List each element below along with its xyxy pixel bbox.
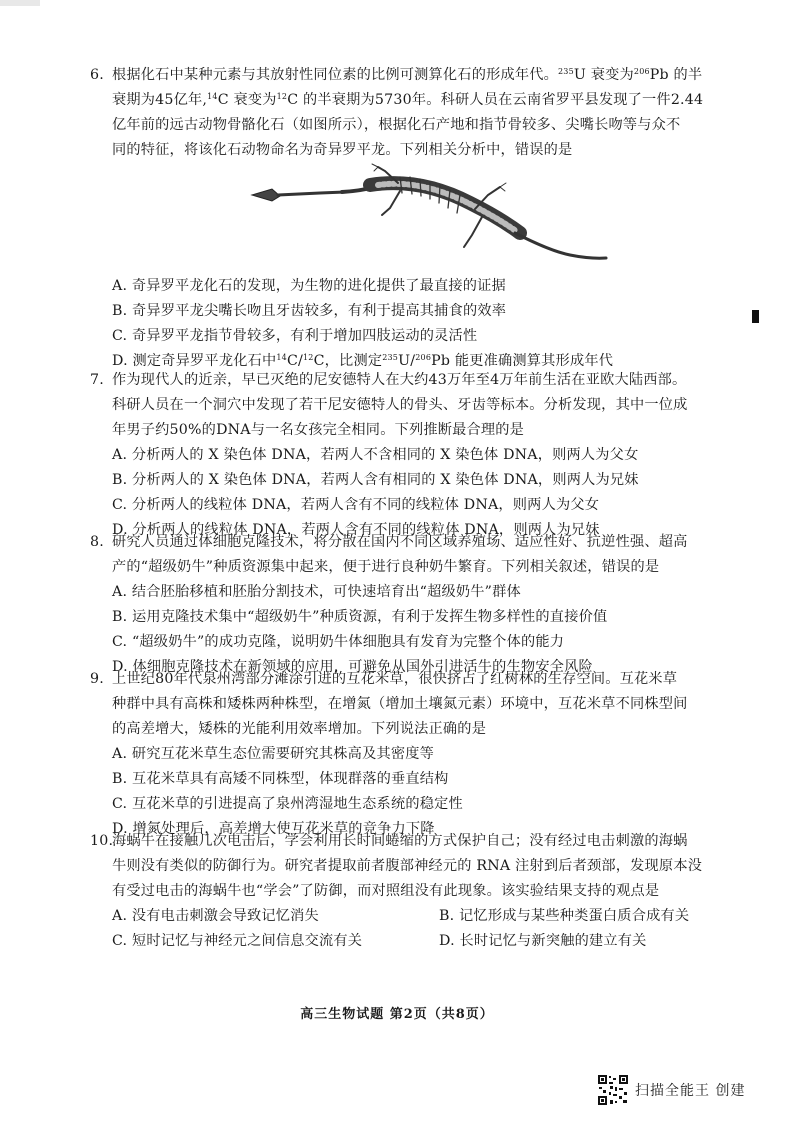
question-10-stem-line-2: 牛则没有类似的防御行为。研究者提取前者腹部神经元的 RNA 注射到后者颈部，发现原本没 [112, 858, 703, 874]
question-6-stem-line-3: 亿年前的远古动物骨骼化石（如图所示），根据化石产地和指节骨较多、尖嘴长吻等与众不 [112, 117, 681, 133]
scan-marker [752, 310, 759, 323]
qr-code-icon [597, 1074, 629, 1106]
question-10-option-c: C. 短时记忆与神经元之间信息交流有关 [112, 933, 363, 949]
question-8 [90, 530, 720, 680]
question-6-options [90, 274, 720, 374]
question-8-stem-line-2: 产的“超级奶牛”种质资源集中起来，便于进行良种奶牛繁育。下列相关叙述，错误的是 [112, 559, 660, 575]
scan-edge-artifact [0, 0, 40, 6]
question-8-option-b: B. 运用克隆技术集中“超级奶牛”种质资源，有利于发挥生物多样性的直接价值 [112, 609, 608, 625]
question-10-options-row-2 [90, 929, 720, 954]
question-7 [90, 368, 720, 543]
question-number: 7. [90, 372, 104, 388]
question-7-stem-line-3: 年男子约50%的DNA与一名女孩完全相同。下列推断最合理的是 [112, 422, 525, 438]
question-8-option-d: D. 体细胞克隆技术在新领域的应用，可避免从国外引进活牛的生物安全风险 [112, 659, 593, 675]
question-9-stem-line-2: 种群中具有高株和矮株两种株型，在增氮（增加土壤氮元素）环境中，互花米草不同株型间 [112, 696, 688, 712]
question-8-option-a: A. 结合胚胎移植和胚胎分割技术，可快速培育出“超级奶牛”群体 [112, 584, 521, 600]
scanner-label: 扫描全能王 创建 [635, 1083, 746, 1099]
question-9-option-a: A. 研究互花米草生态位需要研究其株高及其密度等 [112, 746, 435, 762]
question-7-option-b: B. 分析两人的 X 染色体 DNA，若两人含有相同的 X 染色体 DNA，则两人为兄妹 [112, 472, 639, 488]
question-6-stem-line-1: 6. 根据化石中某种元素与其放射性同位素的比例可测算化石的形成年代。$^{235}$U 衰变为$^{206}$Pb 的半 [90, 63, 720, 88]
question-9-stem-line-1: 上世纪80年代泉州湾部分滩涂引进的互花米草，很快挤占了红树林的生存空间。互花米草 [112, 671, 678, 687]
page-footer: 高三生物试题 第2页（共8页） [300, 1007, 494, 1022]
question-6-stem-line-2: 衰期为45亿年,$^{14}$C 衰变为$^{12}$C 的半衰期为5730年。科研人员在云南省罗平县发现了一件2.44 [112, 92, 704, 108]
question-6-option-c: C. 奇异罗平龙指节骨较多，有利于增加四肢运动的灵活性 [112, 328, 478, 344]
question-10-stem-line-1: 海蜗牛在接触几次电击后，学会利用长时间蜷缩的方式保护自己；没有经过电击刺激的海蜗 [112, 833, 688, 849]
question-7-option-d: D. 分析两人的线粒体 DNA，若两人含有不同的线粒体 DNA，则两人为兄妹 [112, 522, 600, 538]
question-6-option-d: D. 测定奇异罗平龙化石中$^{14}$C/$^{12}$C，比测定$^{235}$U/$^{206}$Pb 能更准确测算其形成年代 [112, 353, 614, 369]
question-7-option-a: A. 分析两人的 X 染色体 DNA，若两人不含相同的 X 染色体 DNA，则两人为父女 [112, 447, 639, 463]
question-6 [90, 63, 720, 163]
question-6-stem-line-4: 同的特征，将该化石动物命名为奇异罗平龙。下列相关分析中，错误的是 [112, 142, 573, 158]
question-6-option-a: A. 奇异罗平龙化石的发现，为生物的进化提供了最直接的证据 [112, 278, 506, 294]
question-9-option-c: C. 互花米草的引进提高了泉州湾湿地生态系统的稳定性 [112, 796, 463, 812]
question-9-stem-line-3: 的高差增大，矮株的光能利用效率增加。下列说法正确的是 [112, 721, 487, 737]
question-number: 10. [90, 833, 114, 849]
question-7-option-c: C. 分析两人的线粒体 DNA，若两人含有不同的线粒体 DNA，则两人为父女 [112, 497, 600, 513]
question-number: 9. [90, 671, 104, 687]
question-7-stem-line-1: 作为现代人的近亲，早已灭绝的尼安德特人在大约43万年至4万年前生活在亚欧大陆西部。 [112, 372, 687, 388]
question-10-option-d: D. 长时记忆与新突触的建立有关 [439, 933, 647, 949]
question-10-options-row-1 [90, 904, 720, 929]
question-8-stem-line-1: 研究人员通过体细胞克隆技术，将分散在国内不同区域养殖场、适应性好、抗逆性强、超高 [112, 534, 688, 550]
question-number: 6. [90, 67, 104, 83]
question-9 [90, 667, 720, 842]
question-9-option-d: D. 增氮处理后，高差增大使互花米草的竞争力下降 [112, 821, 435, 837]
question-10-stem-line-3: 有受过电击的海蜗牛也“学会”了防御，而对照组没有此现象。该实验结果支持的观点是 [112, 883, 660, 899]
question-6-option-b: B. 奇异罗平龙尖嘴长吻且牙齿较多，有利于提高其捕食的效率 [112, 303, 507, 319]
question-8-option-c: C. “超级奶牛”的成功克隆，说明奶牛体细胞具有发育为完整个体的能力 [112, 634, 565, 650]
question-10-option-a: A. 没有电击刺激会导致记忆消失 [112, 908, 319, 924]
question-10 [90, 829, 720, 954]
fossil-image [250, 163, 610, 273]
question-7-stem-line-2: 科研人员在一个洞穴中发现了若干尼安德特人的骨头、牙齿等标本。分析发现，其中一位成 [112, 397, 688, 413]
question-10-option-b: B. 记忆形成与某些种类蛋白质合成有关 [439, 908, 690, 924]
question-9-option-b: B. 互花米草具有高矮不同株型，体现群落的垂直结构 [112, 771, 449, 787]
scanner-watermark [597, 1074, 745, 1106]
question-number: 8. [90, 534, 104, 550]
